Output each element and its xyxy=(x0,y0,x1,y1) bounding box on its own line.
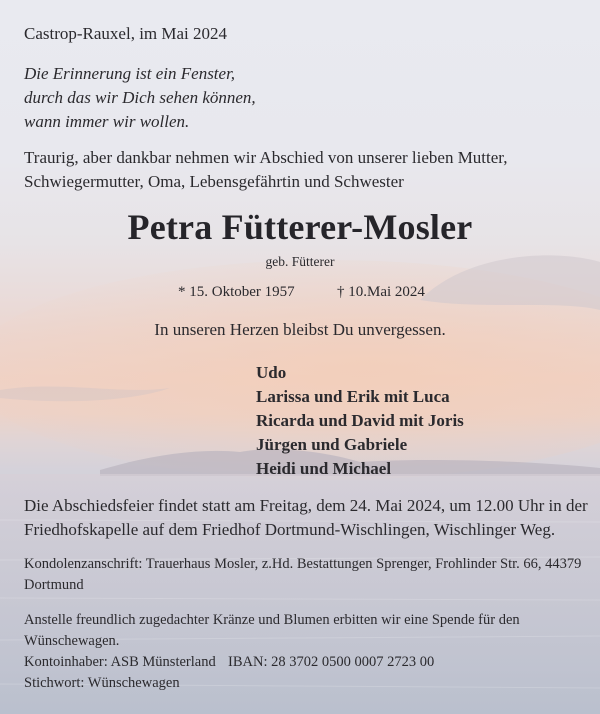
donation-line: Anstelle freundlich zugedachter Kränze und Blumen erbitten wir eine Spende für den xyxy=(24,612,520,628)
motto: In unseren Herzen bleibst Du unvergessen. xyxy=(154,320,446,339)
mourners-list xyxy=(256,361,464,481)
deceased-name: Petra Fütterer-Mosler xyxy=(127,207,473,247)
place-date: Castrop-Rauxel, im Mai 2024 xyxy=(24,24,228,43)
condolence-line: Kondolenzanschrift: Trauerhaus Mosler, z.Hd. Bestattungen Sprenger, Frohlinder Str. 66, 44379 xyxy=(24,556,582,572)
birth-date: * 15. Oktober 1957 xyxy=(178,284,295,300)
mourner: Udo xyxy=(256,363,287,382)
intro-line: Traurig, aber dankbar nehmen wir Abschied von unserer lieben Mutter, xyxy=(24,148,508,167)
mourner: Ricarda und David mit Joris xyxy=(256,411,464,430)
donation-line: Kontoinhaber: ASB Münsterland xyxy=(24,654,216,670)
poem xyxy=(24,62,256,134)
intro-text xyxy=(24,146,508,194)
ceremony-text xyxy=(24,494,588,542)
ceremony-line: Die Abschiedsfeier findet statt am Freitag, dem 24. Mai 2024, um 12.00 Uhr in der xyxy=(24,496,588,515)
condolence-address xyxy=(24,554,581,596)
intro-line: Schwiegermutter, Oma, Lebensgefährtin und Schwester xyxy=(24,172,404,191)
donation-line: Wünschewagen. xyxy=(24,633,120,649)
mourner: Larissa und Erik mit Luca xyxy=(256,387,450,406)
mourner: Jürgen und Gabriele xyxy=(256,435,408,454)
donation-keyword: Stichwort: Wünschewagen xyxy=(24,675,180,691)
mourner: Heidi und Michael xyxy=(256,459,392,478)
poem-line: Die Erinnerung ist ein Fenster, xyxy=(24,64,236,83)
death-date: † 10.Mai 2024 xyxy=(337,284,425,300)
donation-iban: IBAN: 28 3702 0500 0007 2723 00 xyxy=(228,654,435,670)
poem-line: durch das wir Dich sehen können, xyxy=(24,88,256,107)
poem-line: wann immer wir wollen. xyxy=(24,112,190,131)
condolence-line: Dortmund xyxy=(24,577,84,593)
ceremony-line: Friedhofskapelle auf dem Friedhof Dortmund-Wischlingen, Wischlinger Weg. xyxy=(24,520,556,539)
birth-name: geb. Fütterer xyxy=(265,254,335,269)
